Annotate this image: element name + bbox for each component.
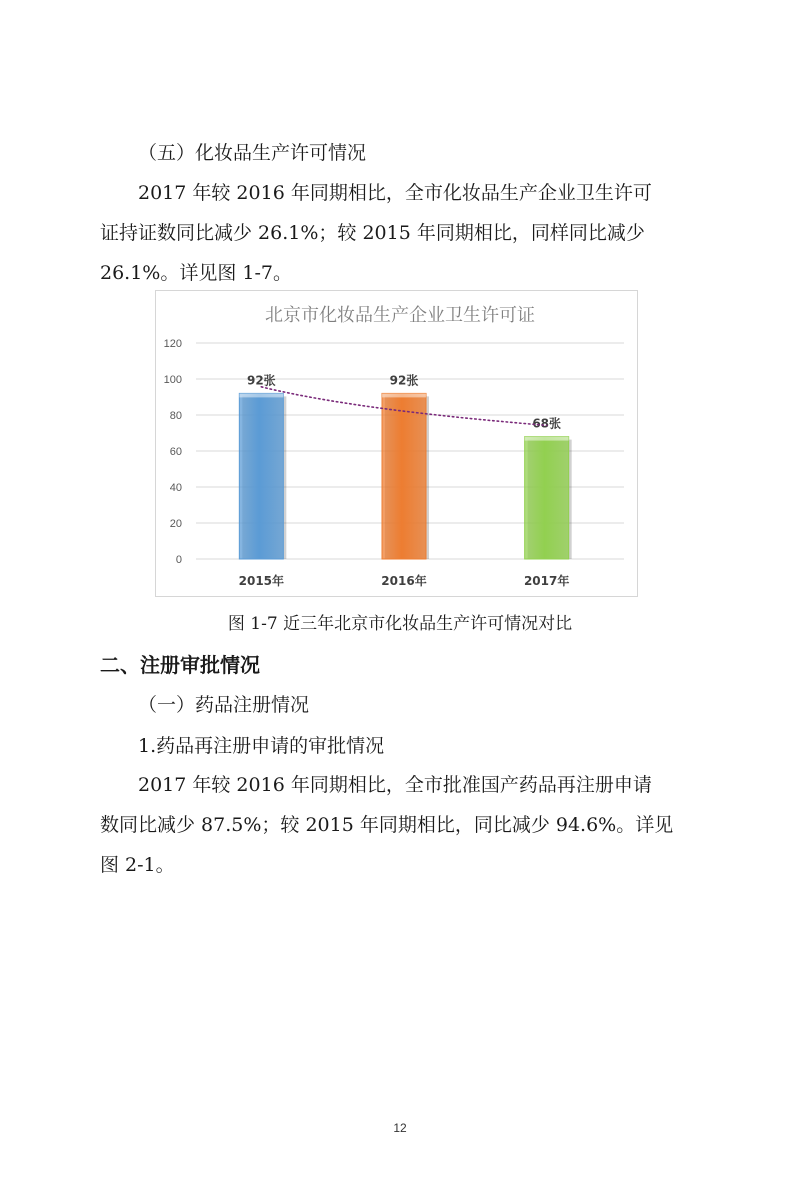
bar-chart (156, 291, 637, 596)
bar-highlight (239, 393, 283, 397)
y-tick-label: 100 (163, 374, 182, 386)
paragraph-line: 2017 年较 2016 年同期相比，全市批准国产药品再注册申请 (138, 774, 652, 796)
data-label: 92张 (389, 373, 419, 388)
paragraph-line: 证持证数同比减少 26.1%；较 2015 年同期相比，同样同比减少 (100, 222, 645, 244)
section-heading: （五）化妆品生产许可情况 (138, 142, 367, 164)
paragraph-line: 26.1%。详见图 1-7。 (100, 262, 292, 284)
paragraph-line: 数同比减少 87.5%；较 2015 年同期相比，同比减少 94.6%。详见 (100, 814, 674, 836)
data-label: 68张 (532, 416, 562, 431)
bar-highlight (382, 393, 426, 397)
item-heading: 1.药品再注册申请的审批情况 (138, 735, 385, 757)
y-tick-label: 120 (163, 338, 182, 350)
y-tick-label: 80 (169, 410, 182, 422)
y-tick-label: 40 (169, 482, 182, 494)
y-tick-label: 0 (175, 554, 182, 566)
x-tick-label: 2015年 (238, 574, 285, 588)
figure-caption: 图 1-7 近三年北京市化妆品生产许可情况对比 (227, 614, 573, 634)
x-tick-label: 2017年 (523, 574, 570, 588)
chapter-heading: 二、注册审批情况 (100, 653, 260, 677)
y-tick-label: 20 (169, 518, 182, 530)
page-number: 12 (393, 1121, 407, 1135)
chart-title: 北京市化妆品生产企业卫生许可证 (265, 305, 535, 326)
bar (525, 437, 569, 559)
paragraph-line: 图 2-1。 (100, 854, 175, 876)
bar-highlight (525, 437, 569, 441)
bar (239, 393, 283, 559)
y-tick-label: 60 (169, 446, 182, 458)
x-tick-label: 2016年 (381, 574, 427, 588)
bar (382, 393, 426, 559)
paragraph-line: 2017 年较 2016 年同期相比，全市化妆品生产企业卫生许可 (138, 182, 652, 204)
chart-frame (155, 290, 638, 597)
subsection-heading: （一）药品注册情况 (138, 694, 310, 716)
data-label: 92张 (246, 373, 276, 388)
